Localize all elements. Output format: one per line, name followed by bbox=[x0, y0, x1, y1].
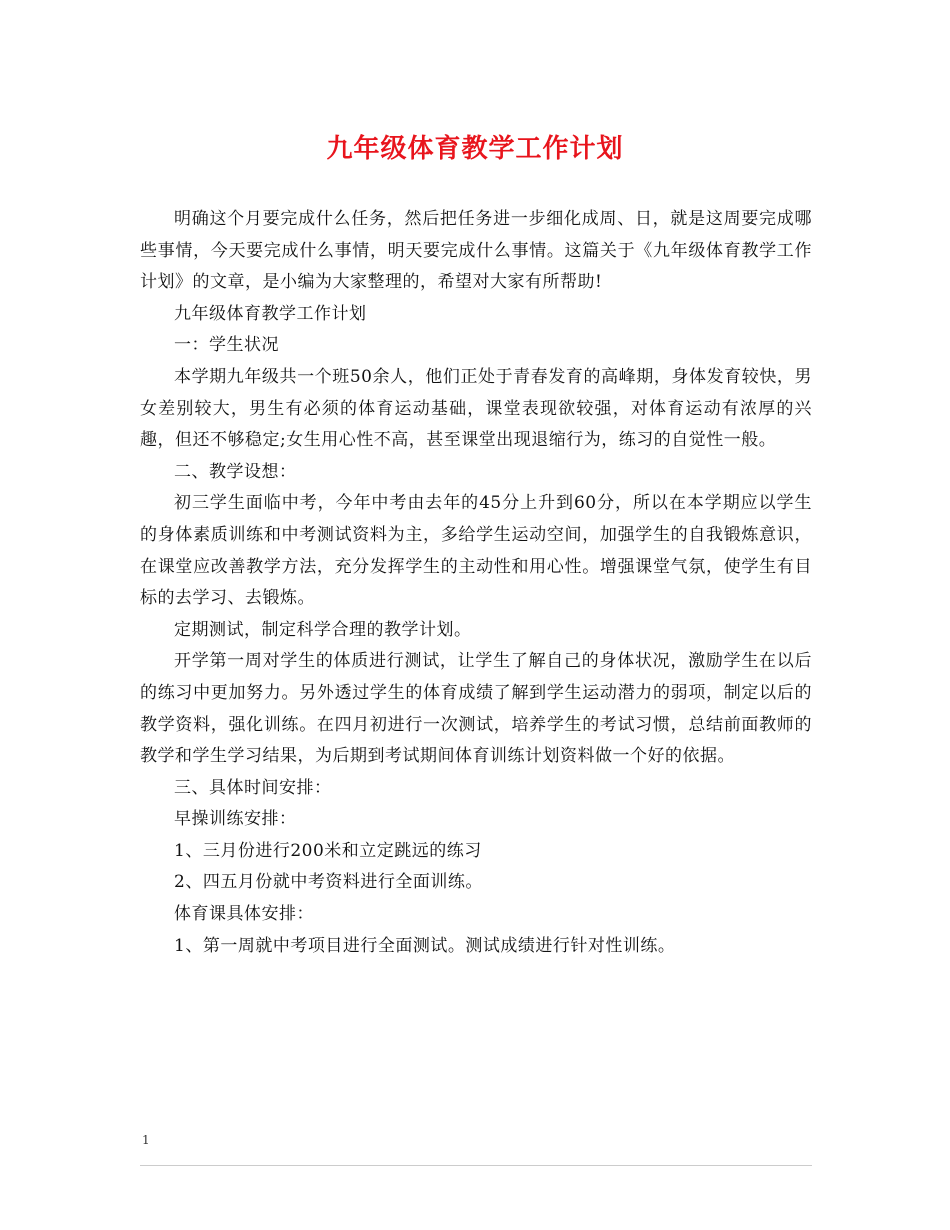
section-heading: 三、具体时间安排： bbox=[174, 777, 332, 798]
document-body bbox=[140, 204, 812, 962]
footer-divider bbox=[140, 1165, 812, 1166]
list-item: 1、三月份进行200米和立定跳远的练习 bbox=[174, 840, 482, 861]
section-heading: 二、教学设想： bbox=[174, 461, 297, 482]
paragraph: 开学第一周对学生的体质进行测试，让学生了解自己的身体状况，激励学生在以后的练习中更加努力。另外透过学生的体育成绩了解到学生运动潜力的弱项，制定以后的教学资料，强化训练。在四月初进行一次测试，培养学生的考试习惯，总结前面教师的教学和学生学习结果，为后期到考试期间体育训练计划资料做一个好的依据。 bbox=[140, 651, 812, 767]
paragraph: 初三学生面临中考，今年中考由去年的45分上升到60分，所以在本学期应以学生的身体素质训练和中考测试资料为主，多给学生运动空间，加强学生的自我锻炼意识，在课堂应改善教学方法，充分发挥学生的主动性和用心性。增强课堂气氛，使学生有目标的去学习、去锻炼。 bbox=[140, 493, 812, 609]
list-item: 1、第一周就中考项目进行全面测试。测试成绩进行针对性训练。 bbox=[174, 935, 676, 956]
page-number: 1 bbox=[142, 1133, 150, 1147]
paragraph: 明确这个月要完成什么任务，然后把任务进一步细化成周、日，就是这周要完成哪些事情，今天要完成什么事情，明天要完成什么事情。这篇关于《九年级体育教学工作计划》的文章，是小编为大家整理的，希望对大家有所帮助! bbox=[140, 209, 812, 293]
paragraph: 本学期九年级共一个班50余人，他们正处于青春发育的高峰期，身体发育较快，男女差别较大，男生有必须的体育运动基础，课堂表现欲较强，对体育运动有浓厚的兴趣，但还不够稳定;女生用心性不高，甚至课堂出现退缩行为，练习的自觉性一般。 bbox=[140, 366, 812, 451]
paragraph: 九年级体育教学工作计划 bbox=[174, 303, 367, 324]
list-item: 2、四五月份就中考资料进行全面训练。 bbox=[174, 872, 483, 893]
subsection-heading: 早操训练安排： bbox=[174, 809, 297, 830]
document-title: 九年级体育教学工作计划 bbox=[326, 134, 624, 164]
paragraph: 定期测试，制定科学合理的教学计划。 bbox=[174, 619, 472, 640]
subsection-heading: 体育课具体安排： bbox=[174, 904, 314, 925]
section-heading: 一：学生状况 bbox=[174, 335, 279, 356]
